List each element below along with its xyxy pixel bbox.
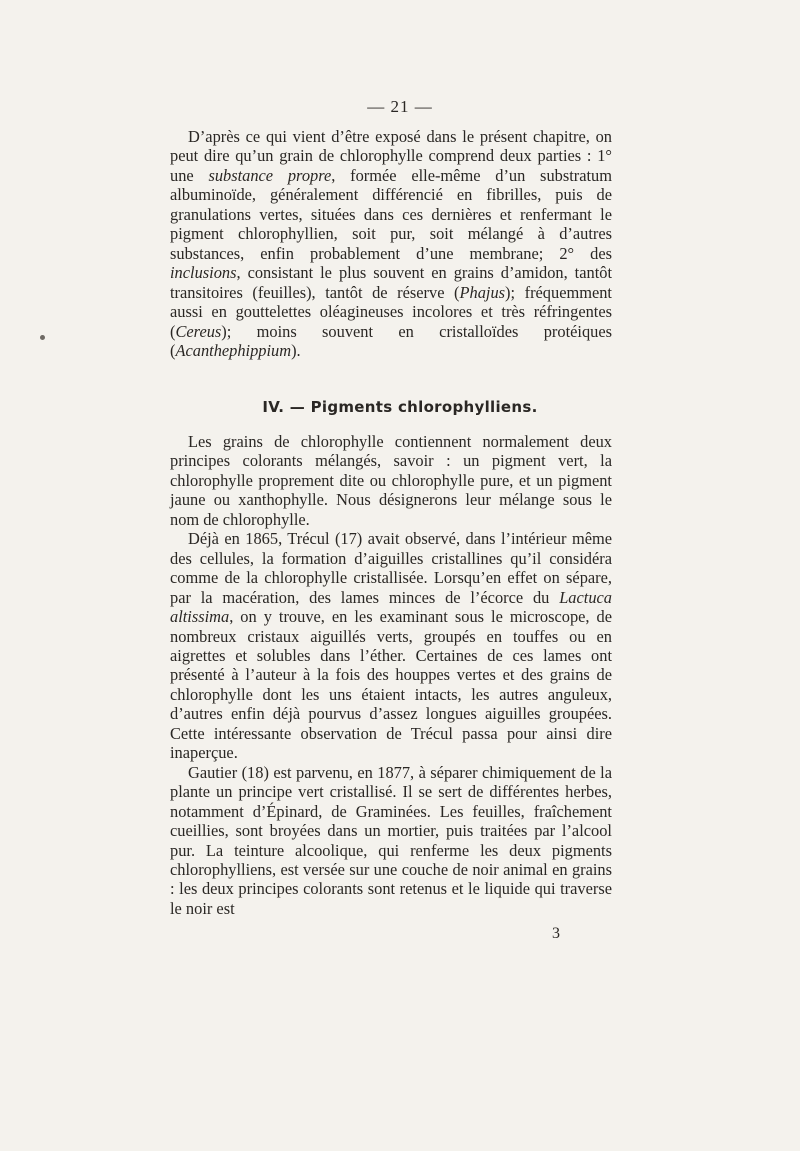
text-run: D’après ce qui vient d’être exposé dans le présent chapitre, on peut dire qu’un grain de chlorophylle comprend deux parties : 1° une — [170, 127, 612, 185]
text-run: Déjà en 1865, Trécul (17) avait observé, dans l’intérieur même des cellules, la formation d’aiguilles cristallines qu’il considéra comme de la chlorophylle cristallisée. Lorsqu’en effet on sépare, par la macération, des lames minces de l’écorce du — [170, 529, 612, 607]
text-run: , on y trouve, en les examinant sous le microscope, de nombreux cristaux aiguillés verts, groupés en touffes ou en aigrettes et solubles dans l’éther. Certaines de ces lames ont présenté à l’auteur à la fois des houppes vertes et des grains de chlorophylle dont les uns étaient intacts, les autres anguleux, d’autres enfin déjà pourvus d’assez longues aiguilles groupées. Cette intéressante observation de Trécul passa pour ainsi dire inaperçue. — [170, 607, 612, 763]
text-run: ); moins souvent en cristalloïdes protéiques ( — [170, 321, 612, 360]
page-number: — 21 — — [367, 97, 433, 116]
text-run: ); fréquemment aussi en gouttelettes oléagineuses incolores et très réfringentes ( — [170, 282, 612, 341]
paragraph-summary — [170, 127, 612, 360]
italic-term: substance propre — [208, 165, 332, 185]
italic-term: Acanthephippium — [175, 340, 292, 360]
section-heading: IV. — Pigments chlorophylliens. — [262, 398, 538, 416]
text-run: , formée elle-même d’un substratum albuminoïde, généralement différencié en fibrilles, puis de granulations vertes, situées dans ces dernières et renfermant le pigment chlorophyllien, soit pur, soit mélangé à d’autres substances, enfin probablement d’une membrane; 2° des — [170, 165, 612, 263]
paragraph — [170, 127, 612, 360]
italic-term: Phajus — [459, 282, 506, 302]
text-run: ). — [291, 340, 301, 360]
italic-term: Lactuca altissima — [170, 587, 612, 627]
section-body — [170, 432, 612, 918]
italic-term: Cereus — [175, 321, 222, 341]
paragraph-gautier: Gautier (18) est parvenu, en 1877, à séparer chimiquement de la plante un principe vert cristallisé. Il se sert de différentes herbes, notamment d’Épinard, de Graminées. Les feuilles, fraîchement cueillies, sont broyées dans un mortier, puis traitées par l’alcool pur. La teinture alcoolique, qui renferme les deux pigments chlorophylliens, est versée sur une couche de noir animal en grains : les deux principes colorants sont retenus et le liquide qui traverse le noir est — [170, 762, 612, 918]
margin-dot — [40, 335, 45, 340]
paragraph-trecul — [170, 529, 612, 762]
paragraph-pigments: Les grains de chlorophylle contiennent normalement deux principes colorants mélangés, savoir : un pigment vert, la chlorophylle proprement dite ou chlorophylle pure, et un pigment jaune ou xanthophylle. Nous désignerons leur mélange sous le nom de chlorophylle. — [170, 432, 612, 529]
italic-term: inclusions — [170, 263, 237, 283]
text-run: , consistant le plus souvent en grains d’amidon, tantôt transitoires (feuilles), tantôt de réserve ( — [170, 263, 612, 302]
signature-mark: 3 — [552, 925, 560, 942]
